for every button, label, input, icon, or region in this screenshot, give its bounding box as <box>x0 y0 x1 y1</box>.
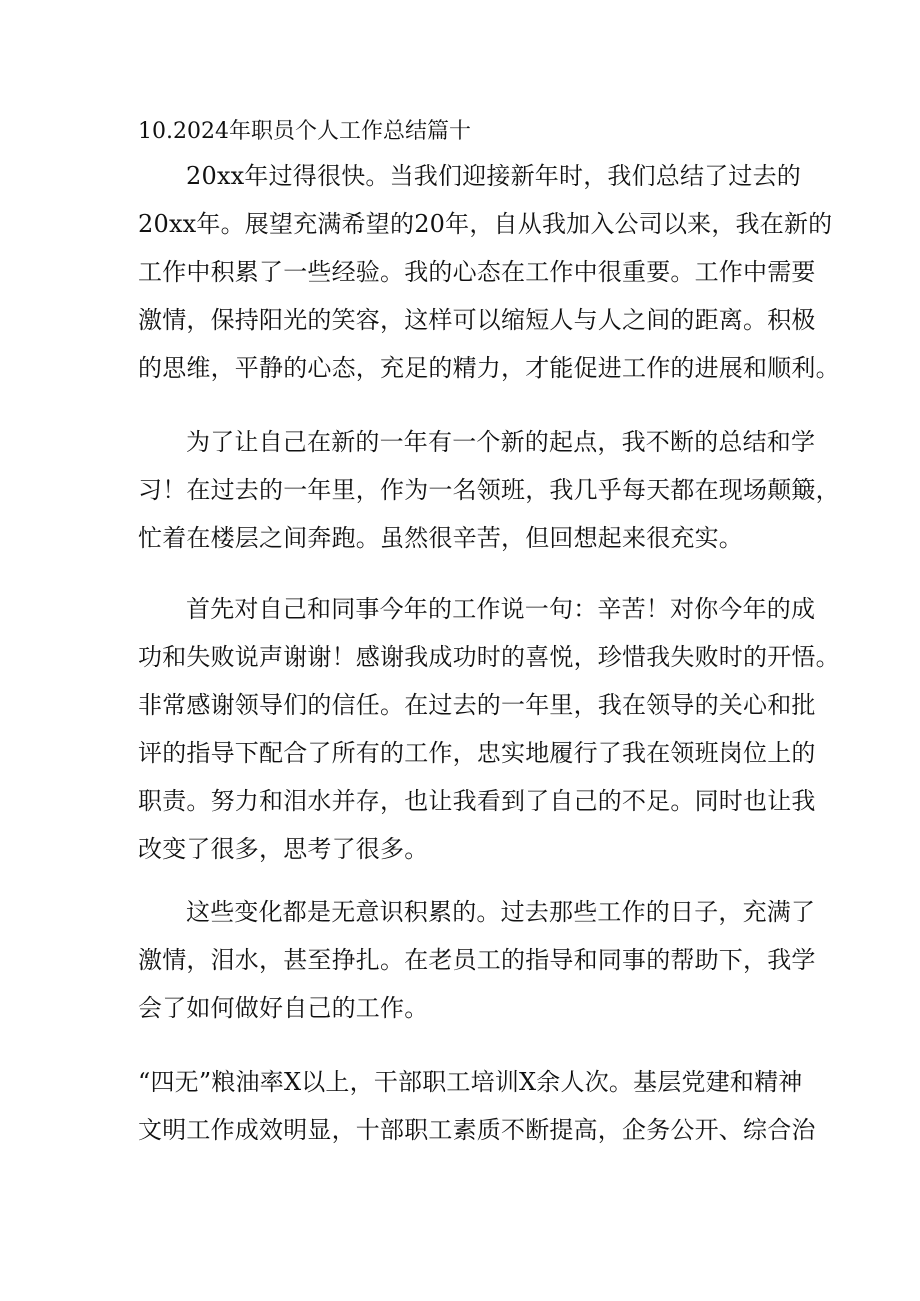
paragraph-line: 习！在过去的一年里，作为一名领班，我几乎每天都在现场颠簸， <box>138 476 840 504</box>
paragraph-line: 功和失败说声谢谢！感谢我成功时的喜悦，珍惜我失败时的开悟。 <box>138 643 840 671</box>
paragraph-line: 评的指导下配合了所有的工作，忠实地履行了我在领班岗位上的 <box>138 739 816 767</box>
paragraph-line: 为了让自己在新的一年有一个新的起点，我不断的总结和学 <box>186 428 816 456</box>
paragraph-3 <box>138 585 840 873</box>
paragraph-2 <box>138 418 840 562</box>
paragraph-line: 会了如何做好自己的工作。 <box>138 994 429 1022</box>
paragraph-line: 文明工作成效明显，十部职工素质不断提高，企务公开、综合治 <box>138 1116 816 1144</box>
document-heading: 10.2024年职员个人工作总结篇十 <box>138 119 471 144</box>
paragraph-line: 忙着在楼层之间奔跑。虽然很辛苦，但回想起来很充实。 <box>138 524 743 552</box>
paragraph-line: 激情，保持阳光的笑容，这样可以缩短人与人之间的距离。积极 <box>138 306 816 334</box>
paragraph-line: 激情，泪水，甚至挣扎。在老员工的指导和同事的帮助下，我学 <box>138 946 816 974</box>
paragraph-line: 这些变化都是无意识积累的。过去那些工作的日子，充满了 <box>186 898 816 926</box>
paragraph-line: “四无”粮油率X以上，干部职工培训X余人次。基层党建和精神 <box>138 1068 803 1096</box>
paragraph-line: 的思维，平静的心态，充足的精力，才能促进工作的进展和顺利。 <box>138 354 840 382</box>
paragraph-line: 20xx年。展望充满希望的20年，自从我加入公司以来，我在新的 <box>138 210 833 238</box>
paragraph-1 <box>138 152 840 392</box>
paragraph-line: 20xx年过得很快。当我们迎接新年时，我们总结了过去的 <box>186 162 802 190</box>
paragraph-line: 首先对自己和同事今年的工作说一句：辛苦！对你今年的成 <box>186 595 816 623</box>
paragraph-line: 职责。努力和泪水并存，也让我看到了自己的不足。同时也让我 <box>138 787 816 815</box>
paragraph-line: 非常感谢领导们的信任。在过去的一年里，我在领导的关心和批 <box>138 691 816 719</box>
paragraph-5 <box>138 1058 816 1154</box>
paragraph-line: 工作中积累了一些经验。我的心态在工作中很重要。工作中需要 <box>138 258 816 286</box>
paragraph-4 <box>138 888 816 1032</box>
paragraph-line: 改变了很多，思考了很多。 <box>138 835 429 863</box>
